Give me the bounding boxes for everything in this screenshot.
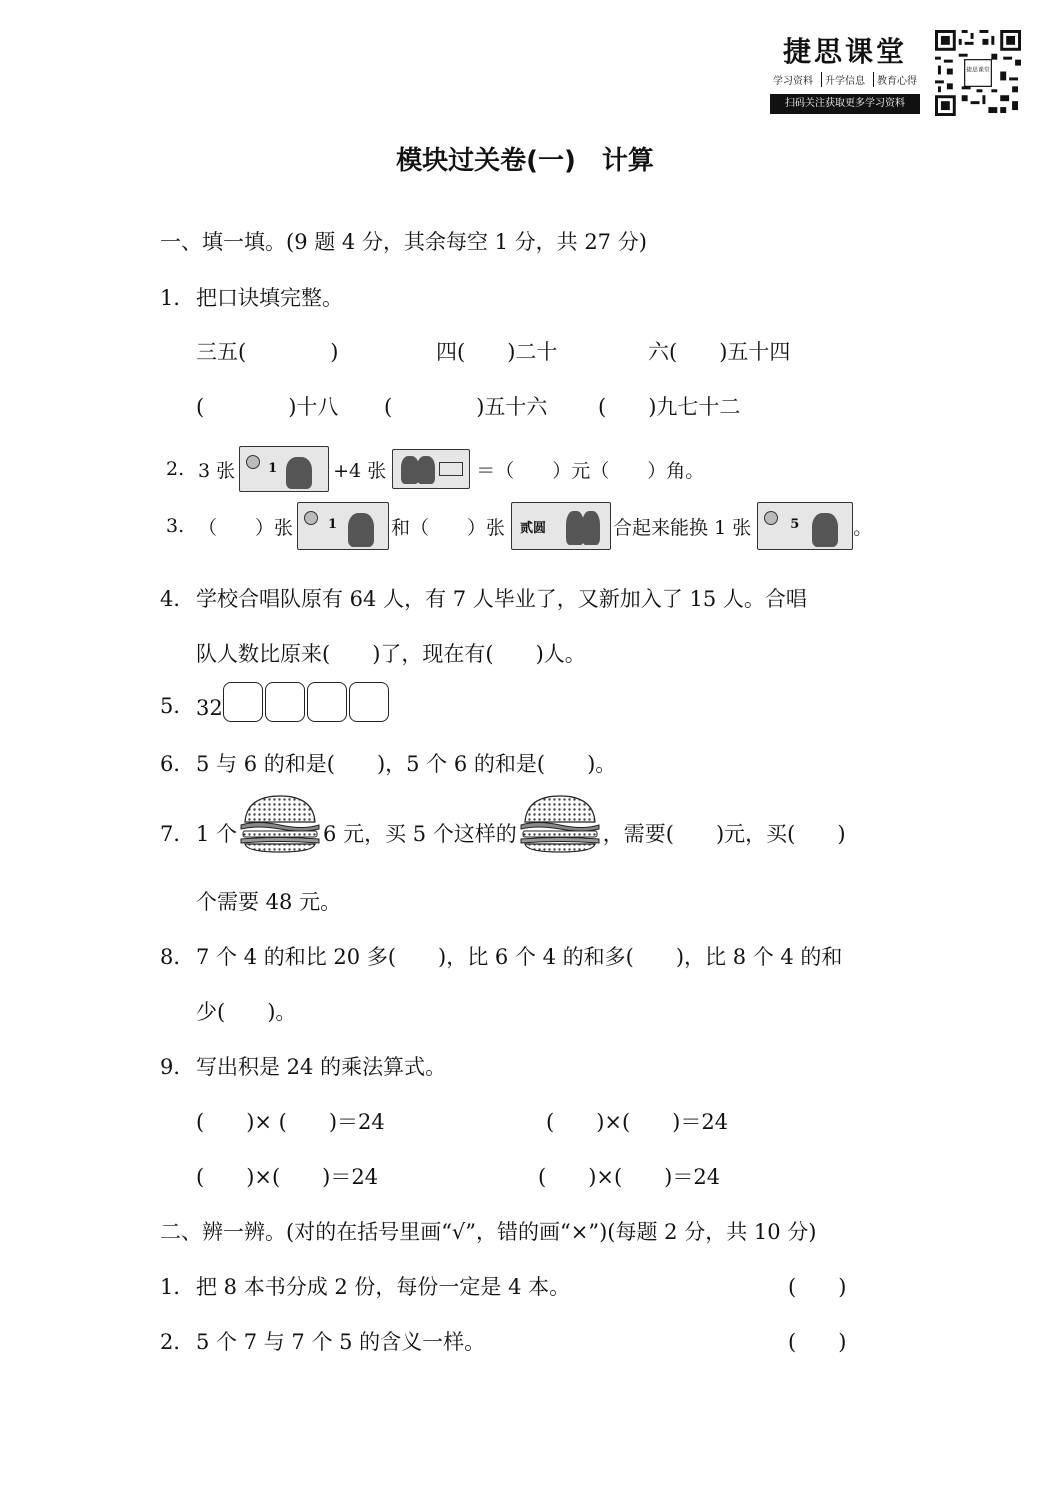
q7-text-b: 6 元，买 5 个这样的 [323, 822, 517, 846]
answer-box[interactable] [223, 682, 263, 722]
banknote-2-yuan-icon [511, 502, 611, 550]
banknote-1-jiao-icon [392, 449, 470, 489]
question-number: 8． [160, 945, 195, 969]
q7-text-c[interactable]: ，需要( )元，买( ) [602, 822, 846, 846]
question-number: 2. [166, 458, 185, 480]
q2-text-a: 3 张 [198, 459, 236, 482]
question-number: 4． [160, 587, 195, 611]
hamburger-icon [517, 792, 603, 854]
question-text: 写出积是 24 的乘法算式。 [196, 1055, 447, 1079]
bill-denomination: 贰圆 [520, 521, 547, 536]
q5-sequence-boxes [221, 682, 389, 722]
question-2 [166, 446, 704, 492]
question-text: 把 8 本书分成 2 份，每份一定是 4 本。 [196, 1275, 571, 1299]
brand-tag: 升学信息 [821, 72, 868, 87]
question-text: 5 个 7 与 7 个 5 的含义一样。 [196, 1330, 486, 1354]
q4-line2[interactable]: 队人数比原来( )了，现在有( )人。 [196, 642, 586, 666]
q1-blank[interactable]: 三五( ) [196, 340, 339, 364]
q9-equation[interactable]: ( )×( )＝24 [546, 1110, 729, 1134]
banknote-1-yuan-icon [297, 502, 389, 550]
question-text[interactable]: 5 与 6 的和是( )，5 个 6 的和是( )。 [196, 752, 617, 776]
q2-text-c[interactable]: ＝（ ）元（ ）角。 [476, 459, 705, 482]
answer-box[interactable] [349, 682, 389, 722]
question-9 [160, 1051, 446, 1081]
brand-name: 捷思课堂 [782, 35, 907, 68]
q3-text-c: 合起来能换 1 张 [613, 516, 752, 539]
banknote-1-yuan-icon [239, 446, 329, 492]
q3-text-a[interactable]: （ ）张 [198, 516, 294, 539]
question-7 [160, 792, 846, 854]
hamburger-icon [237, 792, 323, 854]
answer-box[interactable] [307, 682, 347, 722]
question-text: 把口诀填完整。 [196, 286, 343, 310]
banknote-5-yuan-icon [757, 502, 853, 550]
section-1-heading: 一、填一填。(9 题 4 分，其余每空 1 分，共 27 分) [160, 230, 647, 254]
question-number: 2． [160, 1330, 195, 1354]
judge-item [160, 1326, 485, 1356]
answer-box[interactable] [265, 682, 305, 722]
question-number: 1． [160, 286, 195, 310]
q9-equation[interactable]: ( )×( )＝24 [196, 1165, 379, 1189]
question-4 [160, 583, 807, 613]
qr-code-icon [935, 30, 1021, 116]
q1-blank[interactable]: 四( )二十 [436, 340, 558, 364]
question-text: 学校合唱队原有 64 人，有 7 人毕业了，又新加入了 15 人。合唱 [196, 587, 807, 611]
q5-start-number: 32 [196, 696, 223, 720]
question-number: 9． [160, 1055, 195, 1079]
q1-blank[interactable]: ( )五十六 [384, 395, 548, 419]
question-5 [160, 682, 389, 722]
qr-center-label: 捷思课堂 [966, 66, 990, 74]
q7-text-a: 1 个 [196, 822, 238, 846]
bill-denomination: 1 [268, 461, 278, 476]
question-number: 7． [160, 822, 195, 846]
question-8 [160, 941, 842, 971]
q3-text-b[interactable]: 和（ ）张 [391, 516, 506, 539]
judge-item [160, 1271, 570, 1301]
brand-tags [770, 72, 920, 87]
q9-equation[interactable]: ( )×( )＝24 [538, 1165, 721, 1189]
q2-text-b: +4 张 [333, 459, 387, 482]
bill-denomination: 5 [790, 517, 800, 532]
brand-slogan: 扫码关注获取更多学习资料 [770, 94, 920, 114]
q9-equation[interactable]: ( )× ( )＝24 [196, 1110, 385, 1134]
q3-text-d: 。 [853, 516, 873, 539]
q7-line2: 个需要 48 元。 [196, 890, 342, 914]
page-title: 模块过关卷(一) 计算 [396, 146, 654, 176]
q1-blank[interactable]: ( )九七十二 [598, 395, 741, 419]
q1-blank[interactable]: 六( )五十四 [648, 340, 791, 364]
question-6 [160, 748, 616, 778]
bill-denomination: 1 [328, 517, 338, 532]
section-2-heading: 二、辨一辨。(对的在括号里画“√”，错的画“×”)(每题 2 分，共 10 分) [160, 1220, 817, 1244]
question-number: 6． [160, 752, 195, 776]
question-3 [166, 502, 872, 550]
question-number: 3. [166, 515, 185, 537]
question-text[interactable]: 7 个 4 的和比 20 多( )，比 6 个 4 的和多( )，比 8 个 4 的和 [196, 945, 843, 969]
question-number: 1． [160, 1275, 195, 1299]
question-number: 5． [160, 694, 195, 718]
judge-answer-paren[interactable]: ( ) [788, 1330, 847, 1354]
brand-tag: 教育心得 [873, 72, 920, 87]
brand-tag: 学习资料 [773, 76, 813, 87]
question-1 [160, 282, 343, 312]
judge-answer-paren[interactable]: ( ) [788, 1275, 847, 1299]
q1-blank[interactable]: ( )十八 [196, 395, 339, 419]
q8-line2[interactable]: 少( )。 [196, 1000, 297, 1024]
